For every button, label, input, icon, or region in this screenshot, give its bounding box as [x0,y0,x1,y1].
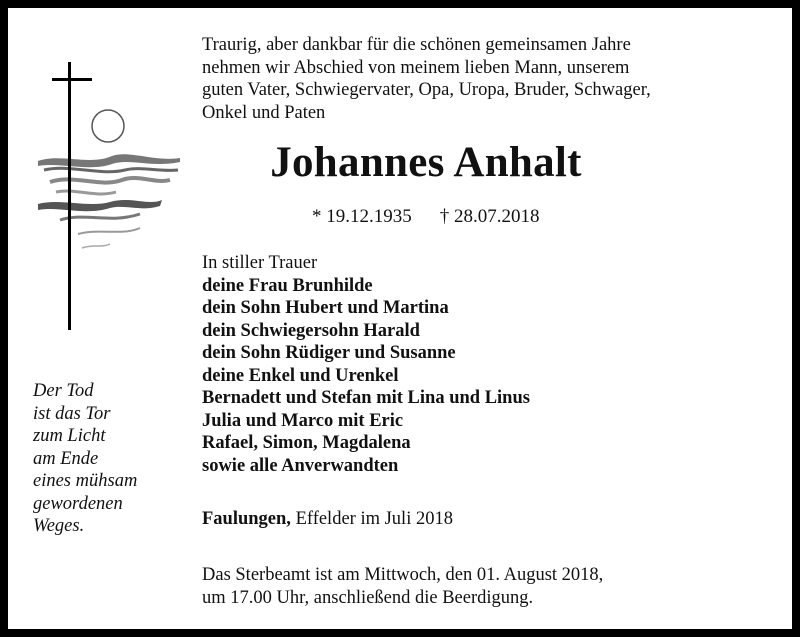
mourner-line: deine Frau Brunhilde [202,275,373,296]
intro-text [202,34,762,124]
birth-date: * 19.12.1935 [312,206,412,227]
poem-line: Weges. [33,516,85,536]
mourner-line: dein Sohn Hubert und Martina [202,298,449,318]
mourner-line: dein Sohn Rüdiger und Susanne [202,343,456,363]
intro-line: Traurig, aber dankbar für die schönen gemeinsamen Jahre [202,35,631,55]
mourner-line: Rafael, Simon, Magdalena [202,433,411,453]
life-dates [312,206,540,228]
intro-line: nehmen wir Abschied von meinem lieben Mann, unserem [202,57,630,78]
notice-line: Das Sterbeamt ist am Mittwoch, den 01. August 2018, [202,565,604,585]
mourners-list [202,252,530,477]
poem-line: zum Licht [33,426,106,446]
cross-landscape-icon [30,58,200,338]
poem-line: ist das Tor [33,403,111,424]
mourner-line: dein Schwiegersohn Harald [202,320,420,341]
intro-line: guten Vater, Schwiegervater, Opa, Uropa, Bruder, Schwager, [202,80,651,100]
poem-line: gewordenen [33,493,123,514]
place-rest: Effelder im Juli 2018 [290,509,453,529]
mourner-line: sowie alle Anverwandten [202,455,399,476]
death-date: † 28.07.2018 [439,206,540,227]
poem-line: Der Tod [33,381,94,401]
mourner-line: deine Enkel und Urenkel [202,365,399,386]
mourner-line: Bernadett und Stefan mit Lina und Linus [202,388,530,408]
funeral-notice [202,564,603,609]
poem [33,380,137,538]
place-date [202,509,453,530]
mourner-line: Julia und Marco mit Eric [202,410,404,431]
poem-line: am Ende [33,448,99,469]
notice-line: um 17.00 Uhr, anschließend die Beerdigung. [202,587,534,608]
deceased-name: Johannes Anhalt [270,139,582,186]
place-name: Faulungen, [202,509,291,529]
mourners-heading: In stiller Trauer [202,253,318,273]
intro-line: Onkel und Paten [202,102,326,123]
poem-line: eines mühsam [33,471,138,491]
